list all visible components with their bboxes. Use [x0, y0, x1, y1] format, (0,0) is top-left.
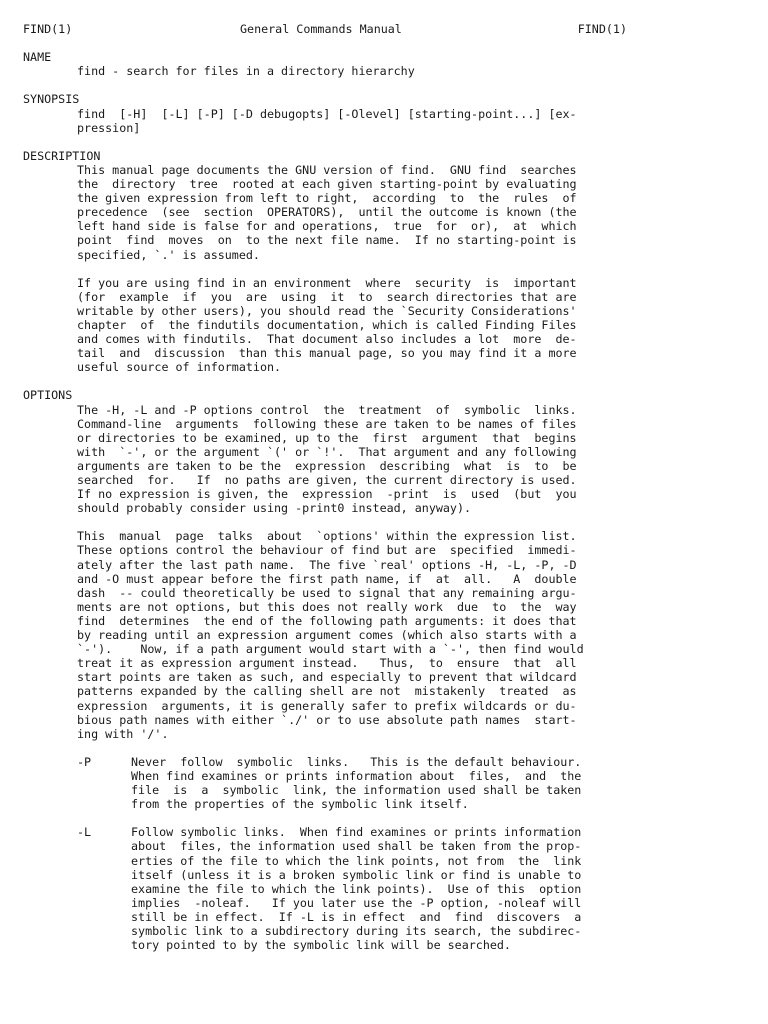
- text-line: from the properties of the symbolic link itself.: [131, 797, 469, 812]
- text-line: These options control the behaviour of find but are specified immedi-: [77, 543, 577, 558]
- text-line: the given expression from left to right, according to the rules of: [77, 191, 577, 206]
- man-page: [23, 22, 629, 952]
- text-line: ately after the last path name. The five `real' options -H, -L, -P, -D: [77, 557, 577, 572]
- text-line: patterns expanded by the calling shell are not mistakenly treated as: [77, 684, 577, 699]
- section-title-name: NAME: [23, 50, 52, 65]
- option-tag-l: -L: [77, 825, 92, 840]
- text-line: point find moves on to the next file name. If no starting-point is: [77, 233, 577, 248]
- text-line: expression arguments, it is generally safer to prefix wildcards or du-: [77, 698, 577, 713]
- header-left: FIND(1): [23, 22, 73, 36]
- text-line: The -H, -L and -P options control the treatment of symbolic links.: [77, 402, 577, 417]
- option-l-desc: [131, 825, 629, 952]
- text-line: ments are not options, but this does not really work due to the way: [77, 599, 577, 614]
- text-line: tail and discussion than this manual page, so you may find it a more: [77, 346, 577, 361]
- page-header: [23, 22, 629, 36]
- text-line: writable by other users), you should read the `Security Considerations': [77, 303, 577, 318]
- section-title-synopsis: SYNOPSIS: [23, 92, 80, 107]
- section-title-options: OPTIONS: [23, 388, 73, 403]
- option-l: [23, 825, 629, 952]
- option-p-desc: [131, 755, 629, 811]
- text-line: find [-H] [-L] [-P] [-D debugopts] [-Olevel] [starting-point...] [ex-: [77, 106, 577, 121]
- text-line: by reading until an expression argument comes (which also starts with a: [77, 628, 577, 643]
- options-para-2: [77, 529, 629, 740]
- text-line: implies -noleaf. If you later use the -P option, -noleaf will: [131, 895, 582, 910]
- option-tag-p: -P: [77, 754, 92, 769]
- description-para-1: [77, 163, 629, 262]
- section-title-description: DESCRIPTION: [23, 148, 101, 163]
- name-body: [77, 64, 629, 78]
- text-line: find determines the end of the following path arguments: it does that: [77, 613, 577, 628]
- text-line: useful source of information.: [77, 360, 282, 375]
- text-line: and comes with findutils. That document also includes a lot more de-: [77, 332, 577, 347]
- text-line: Never follow symbolic links. This is the default behaviour.: [131, 754, 582, 769]
- text-line: left hand side is false for and operations, true for or), at which: [77, 219, 577, 234]
- text-line: Command-line arguments following these are taken to be names of files: [77, 416, 577, 431]
- text-line: itself (unless it is a broken symbolic link or find is unable to: [131, 867, 582, 882]
- text-line: This manual page documents the GNU version of find. GNU find searches: [77, 162, 577, 177]
- text-line: the directory tree rooted at each given starting-point by evaluating: [77, 177, 577, 192]
- text-line: treat it as expression argument instead. Thus, to ensure that all: [77, 656, 577, 671]
- text-line: (for example if you are using it to search directories that are: [77, 289, 577, 304]
- options-para-1: [77, 403, 629, 516]
- text-line: ing with '/'.: [77, 726, 169, 741]
- text-line: searched for. If no paths are given, the current directory is used.: [77, 473, 577, 487]
- text-line: If no expression is given, the expression -print is used (but you: [77, 487, 577, 502]
- text-line: pression]: [77, 120, 141, 135]
- description-para-2: [77, 276, 629, 375]
- text-line: precedence (see section OPERATORS), until the outcome is known (the: [77, 205, 577, 220]
- text-line: still be in effect. If -L is in effect and find discovers a: [131, 909, 582, 924]
- text-line: start points are taken as such, and especially to prevent that wildcard: [77, 670, 577, 685]
- text-line: should probably consider using -print0 instead, anyway).: [77, 501, 472, 516]
- text-line: find - search for files in a directory hierarchy: [77, 64, 415, 79]
- text-line: or directories to be examined, up to the first argument that begins: [77, 430, 577, 445]
- text-line: about files, the information used shall be taken from the prop-: [131, 839, 582, 854]
- text-line: examine the file to which the link points). Use of this option: [131, 881, 582, 896]
- header-right: FIND(1): [577, 22, 627, 36]
- text-line: `-'). Now, if a path argument would start with a `-', then find would: [77, 642, 584, 657]
- text-line: If you are using find in an environment where security is important: [77, 275, 577, 290]
- text-line: file is a symbolic link, the information used shall be taken: [131, 783, 582, 798]
- text-line: dash -- could theoretically be used to signal that any remaining argu-: [77, 585, 577, 600]
- text-line: symbolic link to a subdirectory during its search, the subdirec-: [131, 924, 582, 938]
- text-line: and -O must appear before the first path name, if at all. A double: [77, 571, 577, 586]
- text-line: specified, `.' is assumed.: [77, 247, 260, 262]
- text-line: arguments are taken to be the expression describing what is to be: [77, 458, 577, 473]
- text-line: tory pointed to by the symbolic link will be searched.: [131, 938, 511, 953]
- text-line: This manual page talks about `options' within the expression list.: [77, 529, 577, 544]
- text-line: with `-', or the argument `(' or `!'. That argument and any following: [77, 444, 577, 459]
- synopsis-body: [77, 107, 629, 135]
- option-p: [23, 755, 629, 811]
- text-line: When find examines or prints information about files, and the: [131, 768, 582, 783]
- text-line: Follow symbolic links. When find examines or prints information: [131, 825, 582, 840]
- text-line: chapter of the findutils documentation, which is called Finding Files: [77, 317, 577, 332]
- text-line: erties of the file to which the link points, not from the link: [131, 853, 582, 868]
- text-line: bious path names with either `./' or to use absolute path names start-: [77, 712, 577, 727]
- header-center: General Commands Manual: [240, 22, 402, 36]
